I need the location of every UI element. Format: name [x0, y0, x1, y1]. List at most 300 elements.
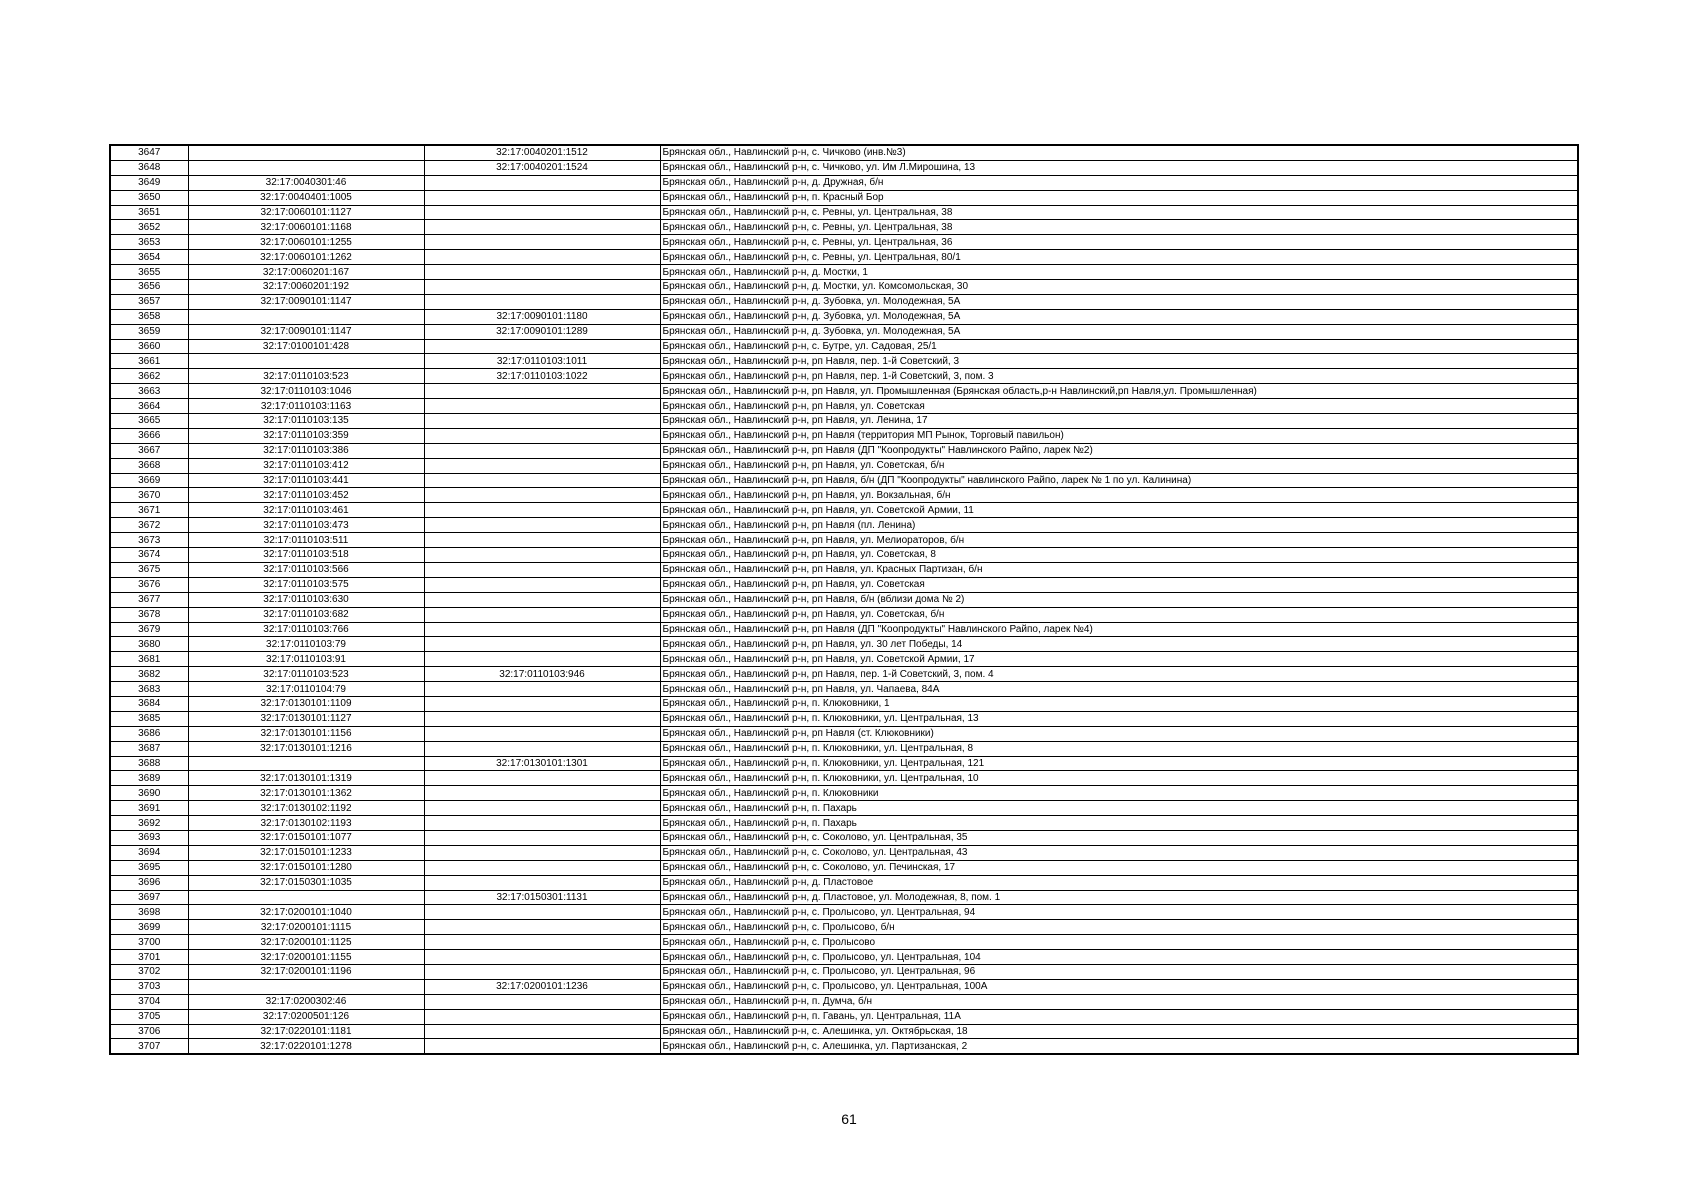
address-cell: Брянская обл., Навлинский р-н, д. Пластовое	[660, 875, 1578, 890]
related-cadastral-number-cell	[424, 265, 660, 280]
table-row	[110, 369, 1578, 384]
address-cell: Брянская обл., Навлинский р-н, п. Клюковники, 1	[660, 696, 1578, 711]
table-row	[110, 175, 1578, 190]
related-cadastral-number-cell	[424, 205, 660, 220]
address-cell: Брянская обл., Навлинский р-н, с. Соколово, ул. Центральная, 43	[660, 845, 1578, 860]
row-number-cell: 3681	[110, 652, 188, 667]
row-number-cell: 3667	[110, 443, 188, 458]
cadastral-number-cell: 32:17:0090101:1147	[188, 324, 424, 339]
table-row	[110, 816, 1578, 831]
address-cell: Брянская обл., Навлинский р-н, рп Навля, б/н (ДП "Коопродукты" навлинского Райпо, ларек № 1 по ул. Калинина)	[660, 473, 1578, 488]
related-cadastral-number-cell	[424, 920, 660, 935]
related-cadastral-number-cell	[424, 443, 660, 458]
related-cadastral-number-cell	[424, 235, 660, 250]
table-row	[110, 622, 1578, 637]
cadastral-number-cell: 32:17:0130101:1156	[188, 726, 424, 741]
cadastral-number-cell: 32:17:0150101:1233	[188, 845, 424, 860]
cadastral-number-cell: 32:17:0110104:79	[188, 682, 424, 697]
address-cell: Брянская обл., Навлинский р-н, с. Ревны, ул. Центральная, 38	[660, 220, 1578, 235]
cadastral-number-cell: 32:17:0110103:359	[188, 428, 424, 443]
row-number-cell: 3678	[110, 607, 188, 622]
row-number-cell: 3668	[110, 458, 188, 473]
row-number-cell: 3691	[110, 801, 188, 816]
address-cell: Брянская обл., Навлинский р-н, рп Навля, ул. Вокзальная, б/н	[660, 488, 1578, 503]
related-cadastral-number-cell	[424, 592, 660, 607]
address-cell: Брянская обл., Навлинский р-н, с. Чичково, ул. Им Л.Мирошина, 13	[660, 160, 1578, 175]
table-row	[110, 920, 1578, 935]
table-row	[110, 711, 1578, 726]
related-cadastral-number-cell	[424, 830, 660, 845]
cadastral-number-cell: 32:17:0100101:428	[188, 339, 424, 354]
cadastral-number-cell: 32:17:0200501:126	[188, 1009, 424, 1024]
cadastral-number-cell: 32:17:0110103:518	[188, 548, 424, 563]
row-number-cell: 3648	[110, 160, 188, 175]
cadastral-number-cell: 32:17:0220101:1278	[188, 1039, 424, 1054]
address-cell: Брянская обл., Навлинский р-н, рп Навля, ул. Промышленная (Брянская область,р-н Навлинский,рп Навля,ул. Промышленная)	[660, 384, 1578, 399]
cadastral-number-cell: 32:17:0040401:1005	[188, 190, 424, 205]
address-cell: Брянская обл., Навлинский р-н, с. Чичково (инв.№3)	[660, 145, 1578, 160]
row-number-cell: 3650	[110, 190, 188, 205]
address-cell: Брянская обл., Навлинский р-н, д. Пластовое, ул. Молодежная, 8, пом. 1	[660, 890, 1578, 905]
address-cell: Брянская обл., Навлинский р-н, д. Зубовка, ул. Молодежная, 5А	[660, 309, 1578, 324]
table-row	[110, 1009, 1578, 1024]
row-number-cell: 3660	[110, 339, 188, 354]
address-cell: Брянская обл., Навлинский р-н, с. Пролысово, б/н	[660, 920, 1578, 935]
address-cell: Брянская обл., Навлинский р-н, с. Пролысово	[660, 935, 1578, 950]
address-cell: Брянская обл., Навлинский р-н, рп Навля, ул. Советская, б/н	[660, 458, 1578, 473]
row-number-cell: 3664	[110, 399, 188, 414]
related-cadastral-number-cell	[424, 994, 660, 1009]
cadastral-number-cell: 32:17:0200101:1125	[188, 935, 424, 950]
cadastral-number-cell: 32:17:0110103:1046	[188, 384, 424, 399]
row-number-cell: 3657	[110, 294, 188, 309]
table-row	[110, 458, 1578, 473]
address-cell: Брянская обл., Навлинский р-н, п. Клюковники, ул. Центральная, 10	[660, 771, 1578, 786]
address-cell: Брянская обл., Навлинский р-н, с. Соколово, ул. Печинская, 17	[660, 860, 1578, 875]
related-cadastral-number-cell	[424, 428, 660, 443]
address-cell: Брянская обл., Навлинский р-н, рп Навля, ул. Советская, 8	[660, 548, 1578, 563]
cadastral-number-cell: 32:17:0110103:630	[188, 592, 424, 607]
related-cadastral-number-cell	[424, 414, 660, 429]
address-cell: Брянская обл., Навлинский р-н, рп Навля, ул. Советской Армии, 11	[660, 503, 1578, 518]
cadastral-number-cell: 32:17:0060201:167	[188, 265, 424, 280]
row-number-cell: 3703	[110, 979, 188, 994]
cadastral-number-cell: 32:17:0150101:1280	[188, 860, 424, 875]
table-row	[110, 309, 1578, 324]
table-row	[110, 577, 1578, 592]
related-cadastral-number-cell	[424, 458, 660, 473]
cadastral-number-cell: 32:17:0060101:1262	[188, 250, 424, 265]
address-cell: Брянская обл., Навлинский р-н, рп Навля, пер. 1-й Советский, 3, пом. 3	[660, 369, 1578, 384]
related-cadastral-number-cell: 32:17:0150301:1131	[424, 890, 660, 905]
table-row	[110, 428, 1578, 443]
address-cell: Брянская обл., Навлинский р-н, рп Навля (территория МП Рынок, Торговый павильон)	[660, 428, 1578, 443]
table-row	[110, 875, 1578, 890]
address-cell: Брянская обл., Навлинский р-н, рп Навля, ул. Советской Армии, 17	[660, 652, 1578, 667]
row-number-cell: 3669	[110, 473, 188, 488]
address-cell: Брянская обл., Навлинский р-н, рп Навля (ДП "Коопродукты" Навлинского Райпо, ларек №4)	[660, 622, 1578, 637]
table-row	[110, 562, 1578, 577]
related-cadastral-number-cell	[424, 339, 660, 354]
row-number-cell: 3651	[110, 205, 188, 220]
address-cell: Брянская обл., Навлинский р-н, п. Клюковники, ул. Центральная, 8	[660, 741, 1578, 756]
table-row	[110, 682, 1578, 697]
table-row	[110, 726, 1578, 741]
cadastral-number-cell: 32:17:0110103:461	[188, 503, 424, 518]
related-cadastral-number-cell	[424, 473, 660, 488]
related-cadastral-number-cell	[424, 652, 660, 667]
cadastral-number-cell: 32:17:0110103:91	[188, 652, 424, 667]
related-cadastral-number-cell	[424, 175, 660, 190]
related-cadastral-number-cell	[424, 384, 660, 399]
property-register-table	[109, 144, 1579, 1055]
row-number-cell: 3688	[110, 756, 188, 771]
cadastral-number-cell: 32:17:0110103:766	[188, 622, 424, 637]
related-cadastral-number-cell	[424, 711, 660, 726]
row-number-cell: 3654	[110, 250, 188, 265]
table-row	[110, 830, 1578, 845]
row-number-cell: 3659	[110, 324, 188, 339]
row-number-cell: 3699	[110, 920, 188, 935]
page-number: 61	[841, 1111, 857, 1127]
cadastral-number-cell: 32:17:0110103:523	[188, 369, 424, 384]
address-cell: Брянская обл., Навлинский р-н, рп Навля, ул. Красных Партизан, б/н	[660, 562, 1578, 577]
related-cadastral-number-cell	[424, 1024, 660, 1039]
table-row	[110, 354, 1578, 369]
cadastral-number-cell: 32:17:0110103:412	[188, 458, 424, 473]
table-row	[110, 786, 1578, 801]
table-row	[110, 205, 1578, 220]
cadastral-number-cell: 32:17:0110103:511	[188, 533, 424, 548]
address-cell: Брянская обл., Навлинский р-н, с. Ревны, ул. Центральная, 36	[660, 235, 1578, 250]
related-cadastral-number-cell: 32:17:0110103:1011	[424, 354, 660, 369]
address-cell: Брянская обл., Навлинский р-н, с. Ревны, ул. Центральная, 38	[660, 205, 1578, 220]
cadastral-number-cell: 32:17:0200101:1196	[188, 964, 424, 979]
table-row	[110, 265, 1578, 280]
cadastral-number-cell: 32:17:0110103:441	[188, 473, 424, 488]
cadastral-number-cell: 32:17:0200302:46	[188, 994, 424, 1009]
address-cell: Брянская обл., Навлинский р-н, с. Пролысово, ул. Центральная, 104	[660, 950, 1578, 965]
cadastral-number-cell: 32:17:0110103:473	[188, 518, 424, 533]
row-number-cell: 3689	[110, 771, 188, 786]
address-cell: Брянская обл., Навлинский р-н, рп Навля, ул. Советская	[660, 577, 1578, 592]
cadastral-number-cell: 32:17:0110103:386	[188, 443, 424, 458]
row-number-cell: 3692	[110, 816, 188, 831]
table-row	[110, 652, 1578, 667]
cadastral-number-cell: 32:17:0110103:682	[188, 607, 424, 622]
related-cadastral-number-cell	[424, 682, 660, 697]
cadastral-number-cell: 32:17:0200101:1115	[188, 920, 424, 935]
address-cell: Брянская обл., Навлинский р-н, с. Алешинка, ул. Октябрьская, 18	[660, 1024, 1578, 1039]
row-number-cell: 3675	[110, 562, 188, 577]
cadastral-number-cell: 32:17:0220101:1181	[188, 1024, 424, 1039]
related-cadastral-number-cell	[424, 726, 660, 741]
table-row	[110, 324, 1578, 339]
address-cell: Брянская обл., Навлинский р-н, д. Мостки, ул. Комсомольская, 30	[660, 280, 1578, 295]
address-cell: Брянская обл., Навлинский р-н, рп Навля, ул. Мелиораторов, б/н	[660, 533, 1578, 548]
cadastral-number-cell: 32:17:0200101:1155	[188, 950, 424, 965]
row-number-cell: 3686	[110, 726, 188, 741]
address-cell: Брянская обл., Навлинский р-н, д. Зубовка, ул. Молодежная, 5А	[660, 324, 1578, 339]
related-cadastral-number-cell	[424, 637, 660, 652]
row-number-cell: 3652	[110, 220, 188, 235]
related-cadastral-number-cell	[424, 399, 660, 414]
row-number-cell: 3702	[110, 964, 188, 979]
table-row	[110, 964, 1578, 979]
related-cadastral-number-cell	[424, 816, 660, 831]
cadastral-number-cell: 32:17:0040301:46	[188, 175, 424, 190]
row-number-cell: 3696	[110, 875, 188, 890]
cadastral-number-cell: 32:17:0130101:1127	[188, 711, 424, 726]
row-number-cell: 3687	[110, 741, 188, 756]
table-row	[110, 235, 1578, 250]
address-cell: Брянская обл., Навлинский р-н, рп Навля, пер. 1-й Советский, 3, пом. 4	[660, 667, 1578, 682]
cadastral-number-cell: 32:17:0130101:1216	[188, 741, 424, 756]
row-number-cell: 3706	[110, 1024, 188, 1039]
related-cadastral-number-cell	[424, 250, 660, 265]
address-cell: Брянская обл., Навлинский р-н, с. Пролысово, ул. Центральная, 100А	[660, 979, 1578, 994]
address-cell: Брянская обл., Навлинский р-н, д. Зубовка, ул. Молодежная, 5А	[660, 294, 1578, 309]
related-cadastral-number-cell	[424, 1039, 660, 1054]
table-row	[110, 801, 1578, 816]
related-cadastral-number-cell	[424, 607, 660, 622]
related-cadastral-number-cell	[424, 294, 660, 309]
table-row	[110, 845, 1578, 860]
table-row	[110, 935, 1578, 950]
cadastral-number-cell: 32:17:0110103:135	[188, 414, 424, 429]
table-row	[110, 160, 1578, 175]
cadastral-number-cell: 32:17:0130102:1193	[188, 816, 424, 831]
cadastral-number-cell: 32:17:0130101:1319	[188, 771, 424, 786]
related-cadastral-number-cell: 32:17:0200101:1236	[424, 979, 660, 994]
address-cell: Брянская обл., Навлинский р-н, рп Навля, ул. Ленина, 17	[660, 414, 1578, 429]
related-cadastral-number-cell: 32:17:0090101:1289	[424, 324, 660, 339]
row-number-cell: 3679	[110, 622, 188, 637]
address-cell: Брянская обл., Навлинский р-н, п. Гавань, ул. Центральная, 11А	[660, 1009, 1578, 1024]
address-cell: Брянская обл., Навлинский р-н, рп Навля (пл. Ленина)	[660, 518, 1578, 533]
cadastral-number-cell: 32:17:0060201:192	[188, 280, 424, 295]
row-number-cell: 3684	[110, 696, 188, 711]
row-number-cell: 3674	[110, 548, 188, 563]
table-row	[110, 518, 1578, 533]
row-number-cell: 3662	[110, 369, 188, 384]
table-row	[110, 414, 1578, 429]
row-number-cell: 3697	[110, 890, 188, 905]
cadastral-number-cell: 32:17:0110103:452	[188, 488, 424, 503]
address-cell: Брянская обл., Навлинский р-н, с. Ревны, ул. Центральная, 80/1	[660, 250, 1578, 265]
row-number-cell: 3658	[110, 309, 188, 324]
related-cadastral-number-cell	[424, 622, 660, 637]
table-row	[110, 1024, 1578, 1039]
table-row	[110, 637, 1578, 652]
row-number-cell: 3682	[110, 667, 188, 682]
row-number-cell: 3683	[110, 682, 188, 697]
address-cell: Брянская обл., Навлинский р-н, с. Алешинка, ул. Партизанская, 2	[660, 1039, 1578, 1054]
cadastral-number-cell	[188, 145, 424, 160]
table-row	[110, 860, 1578, 875]
related-cadastral-number-cell	[424, 1009, 660, 1024]
related-cadastral-number-cell	[424, 280, 660, 295]
address-cell: Брянская обл., Навлинский р-н, п. Клюковники, ул. Центральная, 121	[660, 756, 1578, 771]
address-cell: Брянская обл., Навлинский р-н, рп Навля, ул. Советская, б/н	[660, 607, 1578, 622]
row-number-cell: 3707	[110, 1039, 188, 1054]
row-number-cell: 3680	[110, 637, 188, 652]
table-row	[110, 384, 1578, 399]
related-cadastral-number-cell	[424, 905, 660, 920]
related-cadastral-number-cell: 32:17:0130101:1301	[424, 756, 660, 771]
table-row	[110, 145, 1578, 160]
address-cell: Брянская обл., Навлинский р-н, рп Навля, ул. Чапаева, 84А	[660, 682, 1578, 697]
table-row	[110, 592, 1578, 607]
table-row	[110, 473, 1578, 488]
row-number-cell: 3685	[110, 711, 188, 726]
address-cell: Брянская обл., Навлинский р-н, рп Навля, ул. Советская	[660, 399, 1578, 414]
address-cell: Брянская обл., Навлинский р-н, рп Навля (ст. Клюковники)	[660, 726, 1578, 741]
table-row	[110, 890, 1578, 905]
cadastral-number-cell: 32:17:0130101:1109	[188, 696, 424, 711]
related-cadastral-number-cell	[424, 771, 660, 786]
address-cell: Брянская обл., Навлинский р-н, с. Соколово, ул. Центральная, 35	[660, 830, 1578, 845]
row-number-cell: 3655	[110, 265, 188, 280]
row-number-cell: 3698	[110, 905, 188, 920]
register-table-body	[110, 145, 1578, 1054]
address-cell: Брянская обл., Навлинский р-н, д. Мостки, 1	[660, 265, 1578, 280]
row-number-cell: 3690	[110, 786, 188, 801]
related-cadastral-number-cell	[424, 696, 660, 711]
table-row	[110, 667, 1578, 682]
address-cell: Брянская обл., Навлинский р-н, п. Пахарь	[660, 801, 1578, 816]
related-cadastral-number-cell: 32:17:0040201:1512	[424, 145, 660, 160]
row-number-cell: 3671	[110, 503, 188, 518]
row-number-cell: 3649	[110, 175, 188, 190]
table-row	[110, 950, 1578, 965]
table-row	[110, 994, 1578, 1009]
cadastral-number-cell	[188, 354, 424, 369]
table-row	[110, 443, 1578, 458]
row-number-cell: 3673	[110, 533, 188, 548]
cadastral-number-cell	[188, 890, 424, 905]
table-row	[110, 607, 1578, 622]
address-cell: Брянская обл., Навлинский р-н, с. Пролысово, ул. Центральная, 94	[660, 905, 1578, 920]
cadastral-number-cell: 32:17:0110103:1163	[188, 399, 424, 414]
cadastral-number-cell: 32:17:0110103:566	[188, 562, 424, 577]
row-number-cell: 3701	[110, 950, 188, 965]
table-row	[110, 1039, 1578, 1054]
row-number-cell: 3666	[110, 428, 188, 443]
table-row	[110, 339, 1578, 354]
related-cadastral-number-cell	[424, 533, 660, 548]
related-cadastral-number-cell: 32:17:0090101:1180	[424, 309, 660, 324]
address-cell: Брянская обл., Навлинский р-н, с. Бутре, ул. Садовая, 25/1	[660, 339, 1578, 354]
related-cadastral-number-cell	[424, 964, 660, 979]
table-row	[110, 548, 1578, 563]
table-row	[110, 696, 1578, 711]
row-number-cell: 3656	[110, 280, 188, 295]
table-row	[110, 250, 1578, 265]
cadastral-number-cell: 32:17:0110103:79	[188, 637, 424, 652]
table-row	[110, 533, 1578, 548]
row-number-cell: 3695	[110, 860, 188, 875]
address-cell: Брянская обл., Навлинский р-н, рп Навля, б/н (вблизи дома № 2)	[660, 592, 1578, 607]
cadastral-number-cell: 32:17:0060101:1255	[188, 235, 424, 250]
address-cell: Брянская обл., Навлинский р-н, п. Клюковники	[660, 786, 1578, 801]
address-cell: Брянская обл., Навлинский р-н, рп Навля, пер. 1-й Советский, 3	[660, 354, 1578, 369]
cadastral-number-cell: 32:17:0060101:1168	[188, 220, 424, 235]
cadastral-number-cell: 32:17:0150101:1077	[188, 830, 424, 845]
related-cadastral-number-cell: 32:17:0110103:1022	[424, 369, 660, 384]
address-cell: Брянская обл., Навлинский р-н, рп Навля, ул. 30 лет Победы, 14	[660, 637, 1578, 652]
table-row	[110, 294, 1578, 309]
related-cadastral-number-cell	[424, 950, 660, 965]
cadastral-number-cell: 32:17:0200101:1040	[188, 905, 424, 920]
row-number-cell: 3705	[110, 1009, 188, 1024]
table-row	[110, 220, 1578, 235]
cadastral-number-cell: 32:17:0060101:1127	[188, 205, 424, 220]
table-row	[110, 771, 1578, 786]
table-row	[110, 488, 1578, 503]
related-cadastral-number-cell	[424, 875, 660, 890]
related-cadastral-number-cell	[424, 548, 660, 563]
related-cadastral-number-cell	[424, 220, 660, 235]
related-cadastral-number-cell	[424, 488, 660, 503]
address-cell: Брянская обл., Навлинский р-н, п. Красный Бор	[660, 190, 1578, 205]
table-row	[110, 399, 1578, 414]
cadastral-number-cell	[188, 756, 424, 771]
row-number-cell: 3704	[110, 994, 188, 1009]
table-row	[110, 905, 1578, 920]
table-row	[110, 280, 1578, 295]
related-cadastral-number-cell	[424, 845, 660, 860]
row-number-cell: 3663	[110, 384, 188, 399]
address-cell: Брянская обл., Навлинский р-н, п. Пахарь	[660, 816, 1578, 831]
cadastral-number-cell	[188, 979, 424, 994]
row-number-cell: 3672	[110, 518, 188, 533]
related-cadastral-number-cell	[424, 562, 660, 577]
table-row	[110, 503, 1578, 518]
cadastral-number-cell: 32:17:0110103:523	[188, 667, 424, 682]
related-cadastral-number-cell	[424, 935, 660, 950]
row-number-cell: 3647	[110, 145, 188, 160]
table-row	[110, 741, 1578, 756]
cadastral-number-cell: 32:17:0130101:1362	[188, 786, 424, 801]
row-number-cell: 3676	[110, 577, 188, 592]
cadastral-number-cell: 32:17:0110103:575	[188, 577, 424, 592]
row-number-cell: 3677	[110, 592, 188, 607]
cadastral-number-cell	[188, 309, 424, 324]
table-row	[110, 756, 1578, 771]
related-cadastral-number-cell	[424, 860, 660, 875]
related-cadastral-number-cell	[424, 518, 660, 533]
related-cadastral-number-cell	[424, 503, 660, 518]
related-cadastral-number-cell: 32:17:0110103:946	[424, 667, 660, 682]
address-cell: Брянская обл., Навлинский р-н, п. Думча, б/н	[660, 994, 1578, 1009]
cadastral-number-cell: 32:17:0130102:1192	[188, 801, 424, 816]
related-cadastral-number-cell	[424, 577, 660, 592]
address-cell: Брянская обл., Навлинский р-н, с. Пролысово, ул. Центральная, 96	[660, 964, 1578, 979]
row-number-cell: 3653	[110, 235, 188, 250]
related-cadastral-number-cell: 32:17:0040201:1524	[424, 160, 660, 175]
address-cell: Брянская обл., Навлинский р-н, рп Навля (ДП "Коопродукты" Навлинского Райпо, ларек №2)	[660, 443, 1578, 458]
row-number-cell: 3694	[110, 845, 188, 860]
table-row	[110, 190, 1578, 205]
row-number-cell: 3670	[110, 488, 188, 503]
address-cell: Брянская обл., Навлинский р-н, п. Клюковники, ул. Центральная, 13	[660, 711, 1578, 726]
related-cadastral-number-cell	[424, 741, 660, 756]
cadastral-number-cell	[188, 160, 424, 175]
related-cadastral-number-cell	[424, 190, 660, 205]
table-row	[110, 979, 1578, 994]
row-number-cell: 3661	[110, 354, 188, 369]
